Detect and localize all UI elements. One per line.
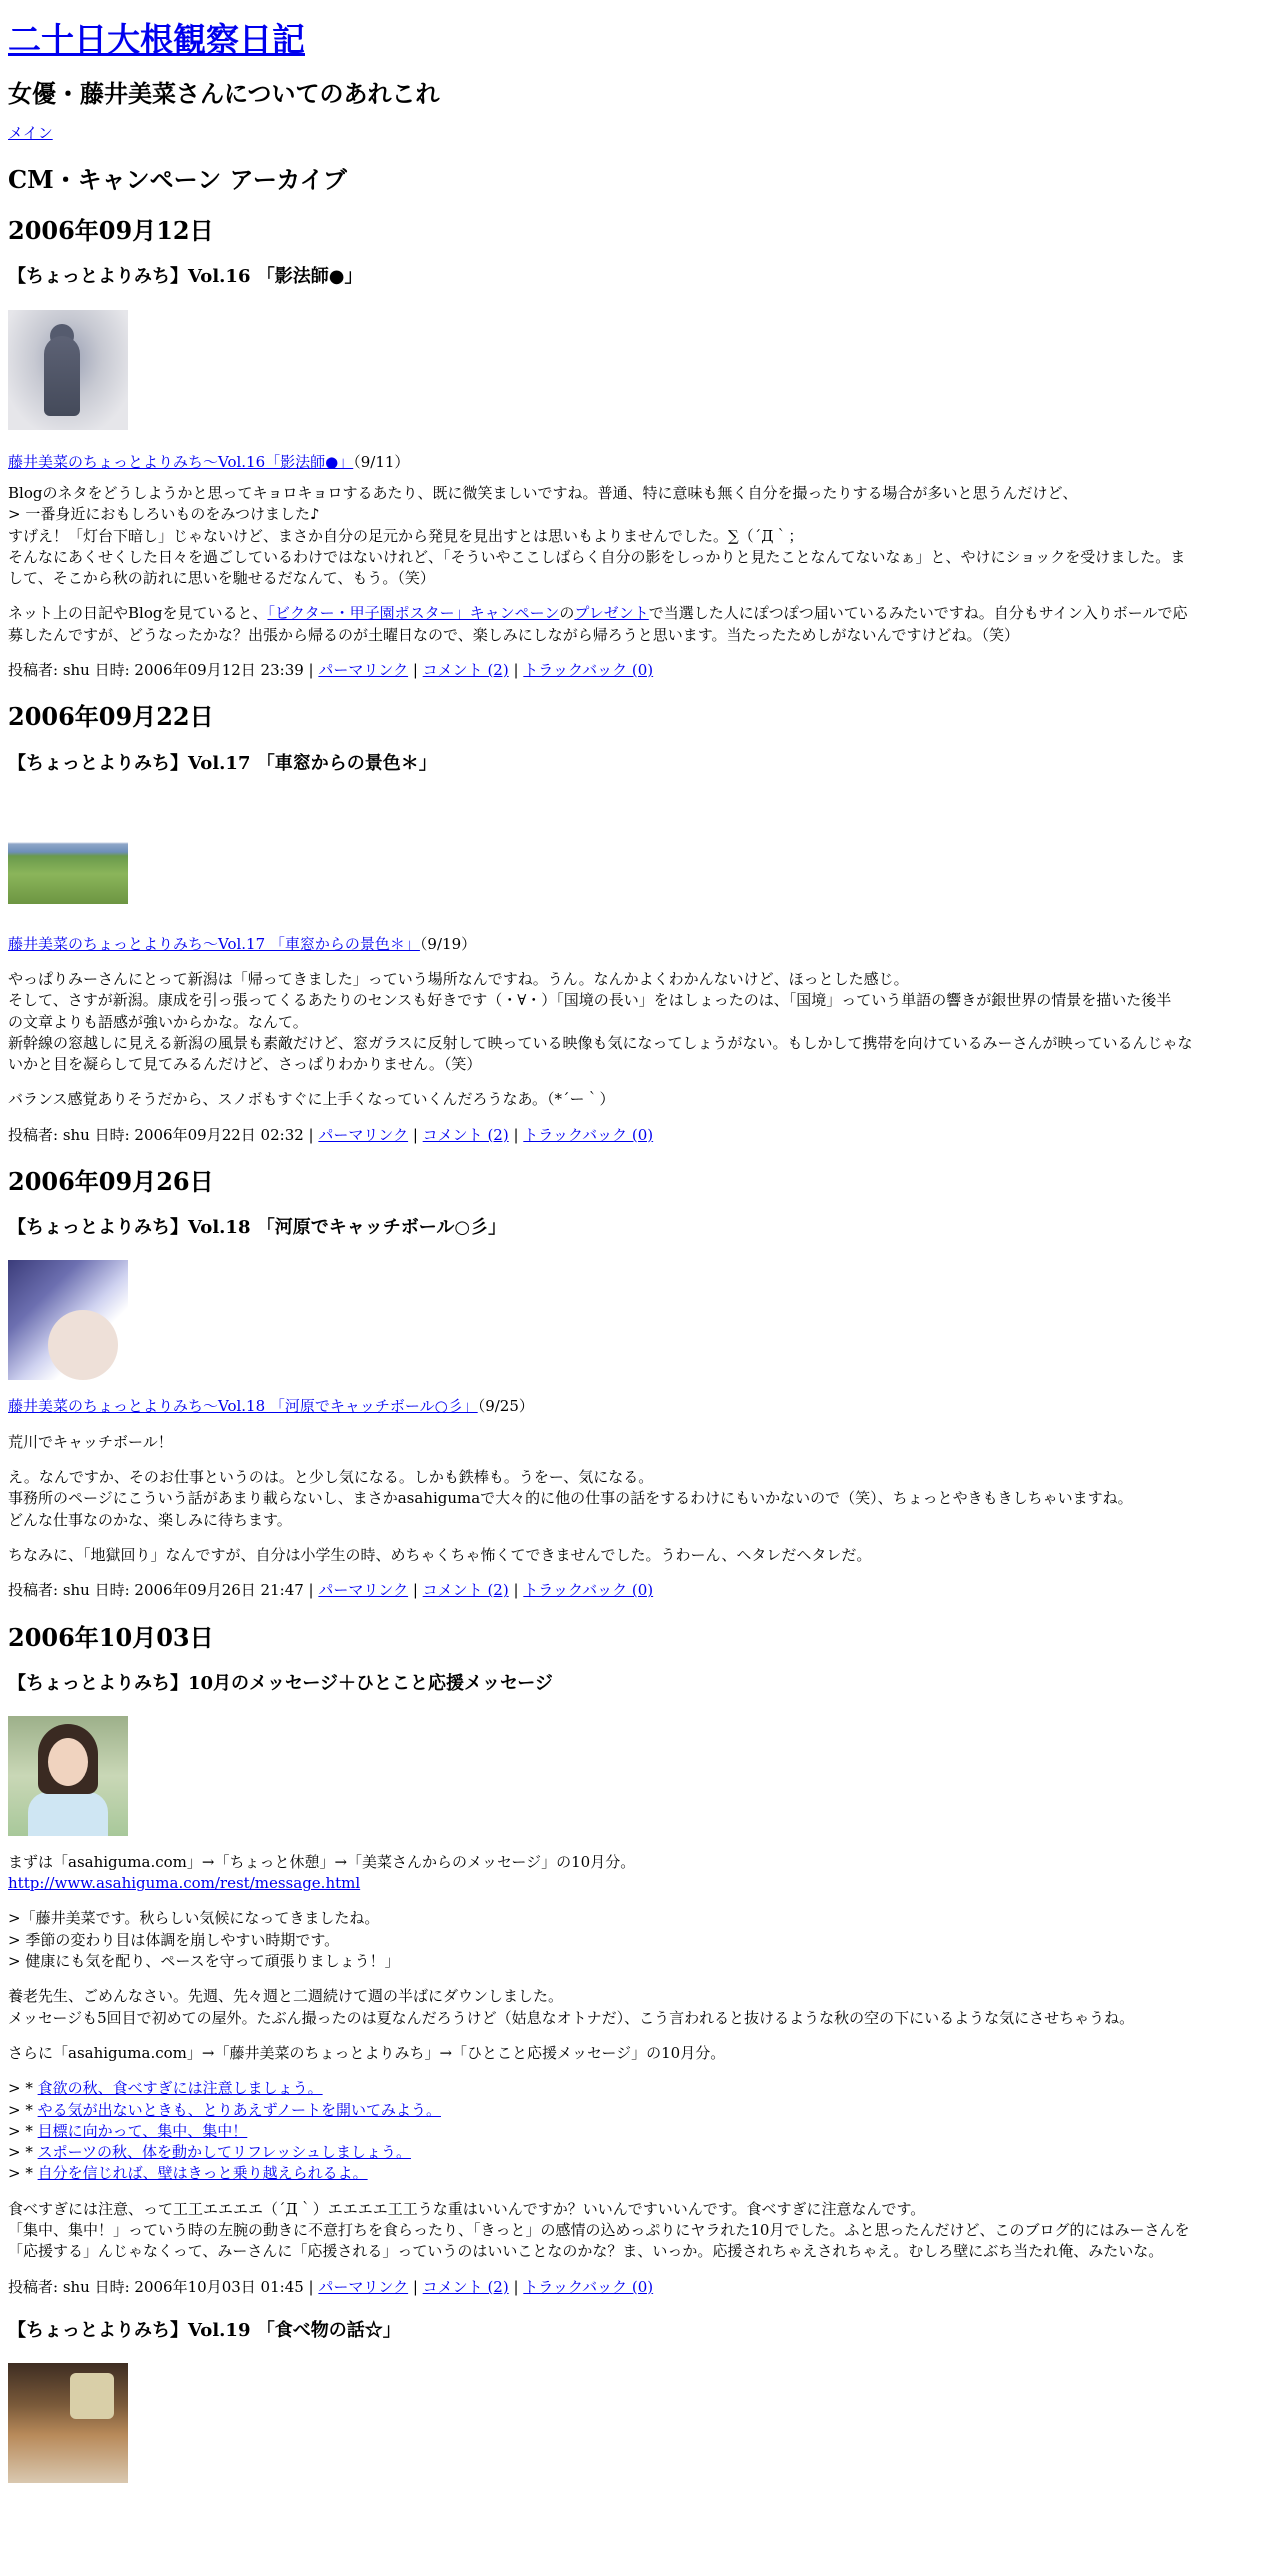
entry-body	[8, 1467, 1276, 1531]
entry	[8, 215, 1276, 681]
meta-text: 投稿者: shu 日時: 2006年09月12日 23:39 |	[8, 661, 319, 680]
entry-body	[8, 603, 1276, 646]
entry-body	[8, 1089, 1276, 1110]
trackback-link[interactable]: トラックバック (0)	[523, 1581, 654, 1600]
permalink-link[interactable]: パーマリンク	[318, 661, 409, 680]
text-line: バランス感覚ありそうだから、スノボもすぐに上手くなっていくんだろうなあ。（*´ー｀）	[8, 1090, 615, 1109]
cheer-message-link[interactable]: やる気が出ないときも、とりあえずノートを開いてみよう。	[37, 2100, 441, 2119]
text-line: > 一番身近におもしろいものをみつけました♪	[8, 505, 320, 524]
comments-link[interactable]: コメント (2)	[422, 1581, 509, 1600]
text-line: どんな仕事なのかな、楽しみに待ちます。	[8, 1510, 292, 1529]
entry-meta	[8, 660, 1276, 681]
text-line: 新幹線の窓越しに見える新潟の風景も素敵だけど、窓ガラスに反射して映っている映像も気になってしょうがない。もしかして携帯を向けているみーさんが映っているんじゃな	[8, 1033, 1193, 1052]
text-line: そんなにあくせくした日々を過ごしているわけではないけれど、「そういやここしばらく自分の影をしっかりと見たことなんてないなぁ」と、やけにショックを受けました。ま	[8, 547, 1186, 566]
link-date: （9/25）	[477, 1397, 534, 1416]
comments-link[interactable]: コメント (2)	[422, 2277, 509, 2296]
text-line: 「応援する」んじゃなくって、みーさんに「応援される」っていうのはいいことなのかな？ま、いっか。応援されちゃえされちゃえ。むしろ壁にぶち当たれ俺、みたいな。	[8, 2242, 1164, 2261]
entry-meta	[8, 1125, 1276, 1146]
text-line: 「集中、集中！」っていう時の左腕の動きに不意打ちを食らったり、「きっと」の感情の込めっぷりにヤラれた10月でした。ふと思ったんだけど、このブログ的にはみーさんを	[8, 2221, 1190, 2240]
link-date: （9/11）	[353, 452, 410, 471]
campaign-link[interactable]: 「ビクター・甲子園ポスター」キャンペーン	[267, 604, 560, 623]
blog-tagline: 女優・藤井美菜さんについてのあれこれ	[8, 78, 440, 108]
entry-title: 【ちょっとよりみち】Vol.19 「食べ物の話☆」	[8, 2319, 401, 2341]
meta-sep: |	[408, 2277, 423, 2296]
nav-main-link[interactable]: メイン	[8, 123, 53, 142]
cheer-message-link[interactable]: 目標に向かって、集中、集中！	[37, 2121, 248, 2140]
entry	[8, 1166, 1276, 1601]
list-prefix: > *	[8, 2143, 38, 2162]
entry	[8, 1622, 1276, 2298]
entry-body	[8, 2199, 1276, 2263]
comments-link[interactable]: コメント (2)	[422, 1125, 509, 1144]
entry-title: 【ちょっとよりみち】Vol.17 「車窓からの景色＊」	[8, 752, 437, 774]
text-line: そして、さすが新潟。康成を引っ張ってくるあたりのセンスも好きです（・∀・）「国境の長い」をはしょったのは、「国境」っていう単語の響きが銀世界の情景を描いた後半	[8, 991, 1172, 1010]
text-line: ちなみに、「地獄回り」なんですが、自分は小学生の時、めちゃくちゃ怖くてできませんでした。うわーん、ヘタレだヘタレだ。	[8, 1545, 872, 1564]
yorimichi-link[interactable]: 藤井美菜のちょっとよりみち～Vol.17 「車窓からの景色＊」	[8, 934, 420, 953]
text: ネット上の日記やBlogを見ていると、	[8, 604, 268, 623]
yorimichi-link[interactable]: 藤井美菜のちょっとよりみち～Vol.18 「河原でキャッチボール○彡」	[8, 1397, 478, 1416]
entry-date: 2006年10月03日	[8, 1622, 214, 1652]
text-line: >「藤井美菜です。秋らしい気候になってきましたね。	[8, 1909, 380, 1928]
list-item	[8, 2163, 1276, 2184]
link-date: （9/19）	[419, 934, 477, 953]
entry-date: 2006年09月22日	[8, 702, 214, 732]
list-prefix: > *	[8, 2100, 38, 2119]
entry-meta	[8, 2277, 1276, 2298]
entry	[8, 2318, 1276, 2483]
entry-thumbnail[interactable]	[8, 310, 128, 430]
cheer-message-link[interactable]: 自分を信じれば、壁はきっと乗り越えられるよ。	[37, 2164, 368, 2183]
entry-thumbnail[interactable]	[8, 804, 128, 904]
meta-sep: |	[508, 661, 524, 680]
asahiguma-message-link[interactable]: http://www.asahiguma.com/rest/message.html	[8, 1874, 361, 1893]
text-line: 荒川でキャッチボール！	[8, 1432, 173, 1451]
text-line: > 季節の変わり目は体調を崩しやすい時期です。	[8, 1930, 340, 1949]
entry-body	[8, 1986, 1276, 2029]
list-prefix: > *	[8, 2079, 38, 2098]
entry	[8, 701, 1276, 1146]
meta-sep: |	[408, 1125, 423, 1144]
text-line: 養老先生、ごめんなさい。先週、先々週と二週続けて週の半ばにダウンしました。	[8, 1987, 564, 2006]
blog-title-link[interactable]: 二十日大根観察日記	[8, 20, 305, 59]
text-line: え。なんですか、そのお仕事というのは。と少し気になる。しかも鉄棒も。うをー、気になる。	[8, 1468, 654, 1487]
entry-date: 2006年09月26日	[8, 1167, 214, 1197]
nav	[8, 123, 1276, 144]
list-item	[8, 2121, 1276, 2142]
entry-quote	[8, 1908, 1276, 1972]
meta-sep: |	[508, 2277, 524, 2296]
entry-body	[8, 2043, 1276, 2064]
text-line: 募したんですが、どうなったかな？出張から帰るのが土曜日なので、楽しみにしながら帰ろうと思います。当たったためしがないんですけどね。（笑）	[8, 625, 1020, 644]
text-line: 事務所のページにこういう話があまり載らないし、まさかasahigumaで大々的に他の仕事の話をするわけにもいかないので（笑）、ちょっとやきもきしちゃいますね。	[8, 1489, 1133, 1508]
meta-sep: |	[408, 661, 423, 680]
text-line: メッセージも5回目で初めての屋外。たぶん撮ったのは夏なんだろうけど（姑息なオトナだ）、こう言われると抜けるような秋の空の下にいるような気にさせちゃうね。	[8, 2008, 1135, 2027]
meta-sep: |	[508, 1125, 524, 1144]
blog-title	[8, 20, 1276, 60]
entry-title: 【ちょっとよりみち】Vol.18 「河原でキャッチボール○彡」	[8, 1217, 507, 1239]
text-line: > 健康にも気を配り、ペースを守って頑張りましょう！」	[8, 1952, 400, 1971]
yorimichi-link[interactable]: 藤井美菜のちょっとよりみち～Vol.16「影法師●」	[8, 452, 354, 471]
cheer-message-link[interactable]: 食欲の秋、食べすぎには注意しましょう。	[37, 2079, 323, 2098]
entry-date: 2006年09月12日	[8, 216, 214, 246]
comments-link[interactable]: コメント (2)	[422, 661, 509, 680]
trackback-link[interactable]: トラックバック (0)	[523, 661, 654, 680]
entry-body	[8, 1852, 1276, 1895]
meta-sep: |	[508, 1581, 524, 1600]
text: の	[559, 604, 575, 623]
permalink-link[interactable]: パーマリンク	[318, 1125, 409, 1144]
cheer-message-list	[8, 2078, 1276, 2184]
entry-link-line	[8, 1396, 1276, 1417]
entry-body	[8, 969, 1276, 1075]
text-line: さらに「asahiguma.com」→「藤井美菜のちょっとよりみち」→「ひとこと応援メッセージ」の10月分。	[8, 2043, 726, 2062]
trackback-link[interactable]: トラックバック (0)	[523, 2277, 654, 2296]
meta-sep: |	[408, 1581, 423, 1600]
text-line: Blogのネタをどうしようかと思ってキョロキョロするあたり、既に微笑ましいですね。普通、特に意味も無く自分を撮ったりする場合が多いと思うんだけど、	[8, 483, 1078, 502]
text: で当選した人にぽつぽつ届いているみたいですね。自分もサイン入りボールで応	[648, 604, 1188, 623]
text-line: 食べすぎには注意、って工工エエエエ（´Д｀）エエエエ工工うな重はいいんですか？いいんですいいんです。食べすぎに注意なんです。	[8, 2199, 926, 2218]
entry-meta	[8, 1580, 1276, 1601]
entry-link-line	[8, 452, 1276, 473]
list-prefix: > *	[8, 2164, 38, 2183]
list-item	[8, 2078, 1276, 2099]
entry-body	[8, 1545, 1276, 1566]
meta-text: 投稿者: shu 日時: 2006年09月22日 02:32 |	[8, 1125, 319, 1144]
entry-thumbnail[interactable]	[8, 1716, 128, 1836]
cheer-message-link[interactable]: スポーツの秋、体を動かしてリフレッシュしましょう。	[37, 2143, 411, 2162]
entry-body	[8, 1432, 1276, 1453]
trackback-link[interactable]: トラックバック (0)	[523, 1125, 654, 1144]
text-line: して、そこから秋の訪れに思いを馳せるだなんて、もう。（笑）	[8, 569, 435, 588]
permalink-link[interactable]: パーマリンク	[318, 1581, 409, 1600]
entry-thumbnail[interactable]	[8, 1260, 128, 1380]
list-prefix: > *	[8, 2121, 38, 2140]
entry-thumbnail[interactable]	[8, 2363, 128, 2483]
entry-title: 【ちょっとよりみち】Vol.16 「影法師●」	[8, 266, 363, 288]
present-link[interactable]: プレゼント	[574, 604, 649, 623]
list-item	[8, 2142, 1276, 2163]
text-line: の文章よりも語感が強いからかな。なんて。	[8, 1012, 308, 1031]
text-line: いかと目を凝らして見てみるんだけど、さっぱりわかりません。（笑）	[8, 1055, 482, 1074]
meta-text: 投稿者: shu 日時: 2006年09月26日 21:47 |	[8, 1581, 319, 1600]
entry-body	[8, 483, 1276, 589]
list-item	[8, 2100, 1276, 2121]
entry-title: 【ちょっとよりみち】10月のメッセージ＋ひとこと応援メッセージ	[8, 1672, 553, 1694]
text-line: まずは「asahiguma.com」→「ちょっと休憩」→「美菜さんからのメッセージ」の10月分。	[8, 1852, 636, 1871]
entry-link-line	[8, 934, 1276, 955]
text-line: すげえ！「灯台下暗し」じゃないけど、まさか自分の足元から発見を見出すとは思いもよりませんでした。∑（´Д｀；	[8, 526, 804, 545]
text-line: やっぱりみーさんにとって新潟は「帰ってきました」っていう場所なんですね。うん。なんかよくわかんないけど、ほっとした感じ。	[8, 969, 909, 988]
archive-heading: CM・キャンペーン アーカイブ	[8, 165, 347, 195]
permalink-link[interactable]: パーマリンク	[318, 2277, 409, 2296]
meta-text: 投稿者: shu 日時: 2006年10月03日 01:45 |	[8, 2277, 319, 2296]
